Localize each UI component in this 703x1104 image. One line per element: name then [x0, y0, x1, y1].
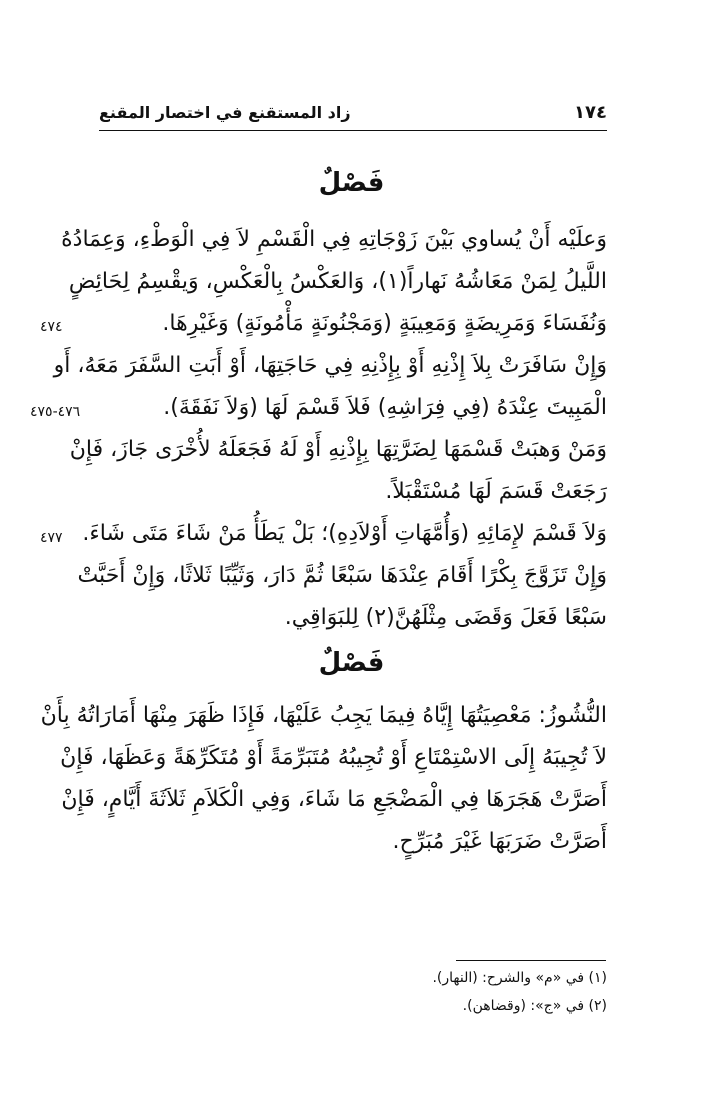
text-line: وَإِنْ تَزَوَّجَ بِكْرًا أَقَامَ عِنْدَهَا سَبْعًا ثُمَّ دَارَ، وَثَيِّبًا ثَلاثًا، وَإِنْ أَحَبَّتْ [77, 563, 607, 588]
text-line: النُّشُوزُ: مَعْصِيَتُهَا إِيَّاهُ فِيمَا يَجِبُ عَلَيْهَا، فَإِذَا ظَهَرَ مِنْهَا أَمَارَاتُهُ بِأَنْ [40, 703, 607, 728]
text-line: لاَ تُجِيبَهُ إِلَى الاسْتِمْتَاعِ أَوْ تُجِيبُهُ مُتَبَرِّمَةً أَوْ مُتَكَرِّهَةً وَعَظَهَا، فَإِنْ [60, 745, 607, 770]
text-line: اللَّيلُ لِمَنْ مَعَاشُهُ نَهاراً(١)، وَالعَكْسُ بِالْعَكْسِ، وَيقْسِمُ لِحَائِضٍ [68, 269, 607, 294]
text-line: وَعلَيْه أَنْ يُساوي بَيْنَ زَوْجَاتِهِ فِي الْقَسْمِ لاَ فِي الْوَطْءِ، وَعِمَادُهُ [61, 227, 607, 252]
page-number: ١٧٤ [574, 102, 607, 123]
text-line: أَصَرَّتْ هَجَرَهَا فِي الْمَضْجَعِ مَا شَاءَ، وَفِي الْكَلاَمِ ثَلاَثَةَ أَيَّامٍ، فَإِنْ [61, 787, 607, 812]
margin-reference: ٤٧٤ [40, 319, 63, 335]
text-line: وَنُفَسَاءَ وَمَرِيضَةٍ وَمَعِيبَةٍ (وَمَجْنُونَةٍ مَأْمُونَةٍ) وَغَيْرِهَا. [162, 311, 607, 336]
footnote-separator [456, 960, 606, 961]
text-line: وَإِنْ سَافَرَتْ بِلاَ إِذْنِهِ أَوْ بِإِذْنِهِ فِي حَاجَتِهَا، أَوْ أَبَتِ السَّفَرَ مَعَهُ، أَو [53, 353, 607, 378]
section-heading: فَصْلٌ [318, 648, 385, 678]
text-line: أَصَرَّتْ ضَرَبَهَا غَيْرَ مُبَرِّحٍ. [392, 829, 607, 854]
text-line: وَلاَ قَسْمَ لإِمَائِهِ (وَأُمَّهَاتِ أَوْلاَدِهِ)؛ بَلْ يَطَأُ مَنْ شَاءَ مَتَى شَاءَ. [82, 521, 607, 546]
text-line: سَبْعًا فَعَلَ وَقَضَى مِثْلَهُنَّ(٢) لِلبَوَاقِي. [284, 605, 607, 630]
text-line: الْمَبِيتَ عِنْدَهُ (فِي فِرَاشِهِ) فَلاَ قَسْمَ لَهَا (وَلاَ نَفَقَةَ). [163, 395, 607, 420]
text-line: وَمَنْ وَهبَتْ قَسْمَهَا لِضَرَّتِهَا بِإِذْنِهِ أَوْ لَهُ فَجَعَلَهُ لأُخْرَى جَازَ، فَإِنْ [69, 437, 607, 462]
running-header [99, 96, 607, 131]
margin-reference: ٤٧٧ [40, 530, 63, 546]
book-title: زاد المستقنع في اختصار المقنع [99, 103, 351, 122]
margin-reference: ٤٧٦-٤٧٥ [30, 404, 81, 420]
footnote: (٢) في «ج»: (وقضاهن). [462, 998, 607, 1014]
footnote: (١) في «م» والشرح: (النهار). [432, 970, 607, 986]
text-line: رَجَعَتْ قَسَمَ لَهَا مُسْتَقْبَلاً. [385, 479, 607, 504]
section-heading: فَصْلٌ [318, 168, 385, 198]
